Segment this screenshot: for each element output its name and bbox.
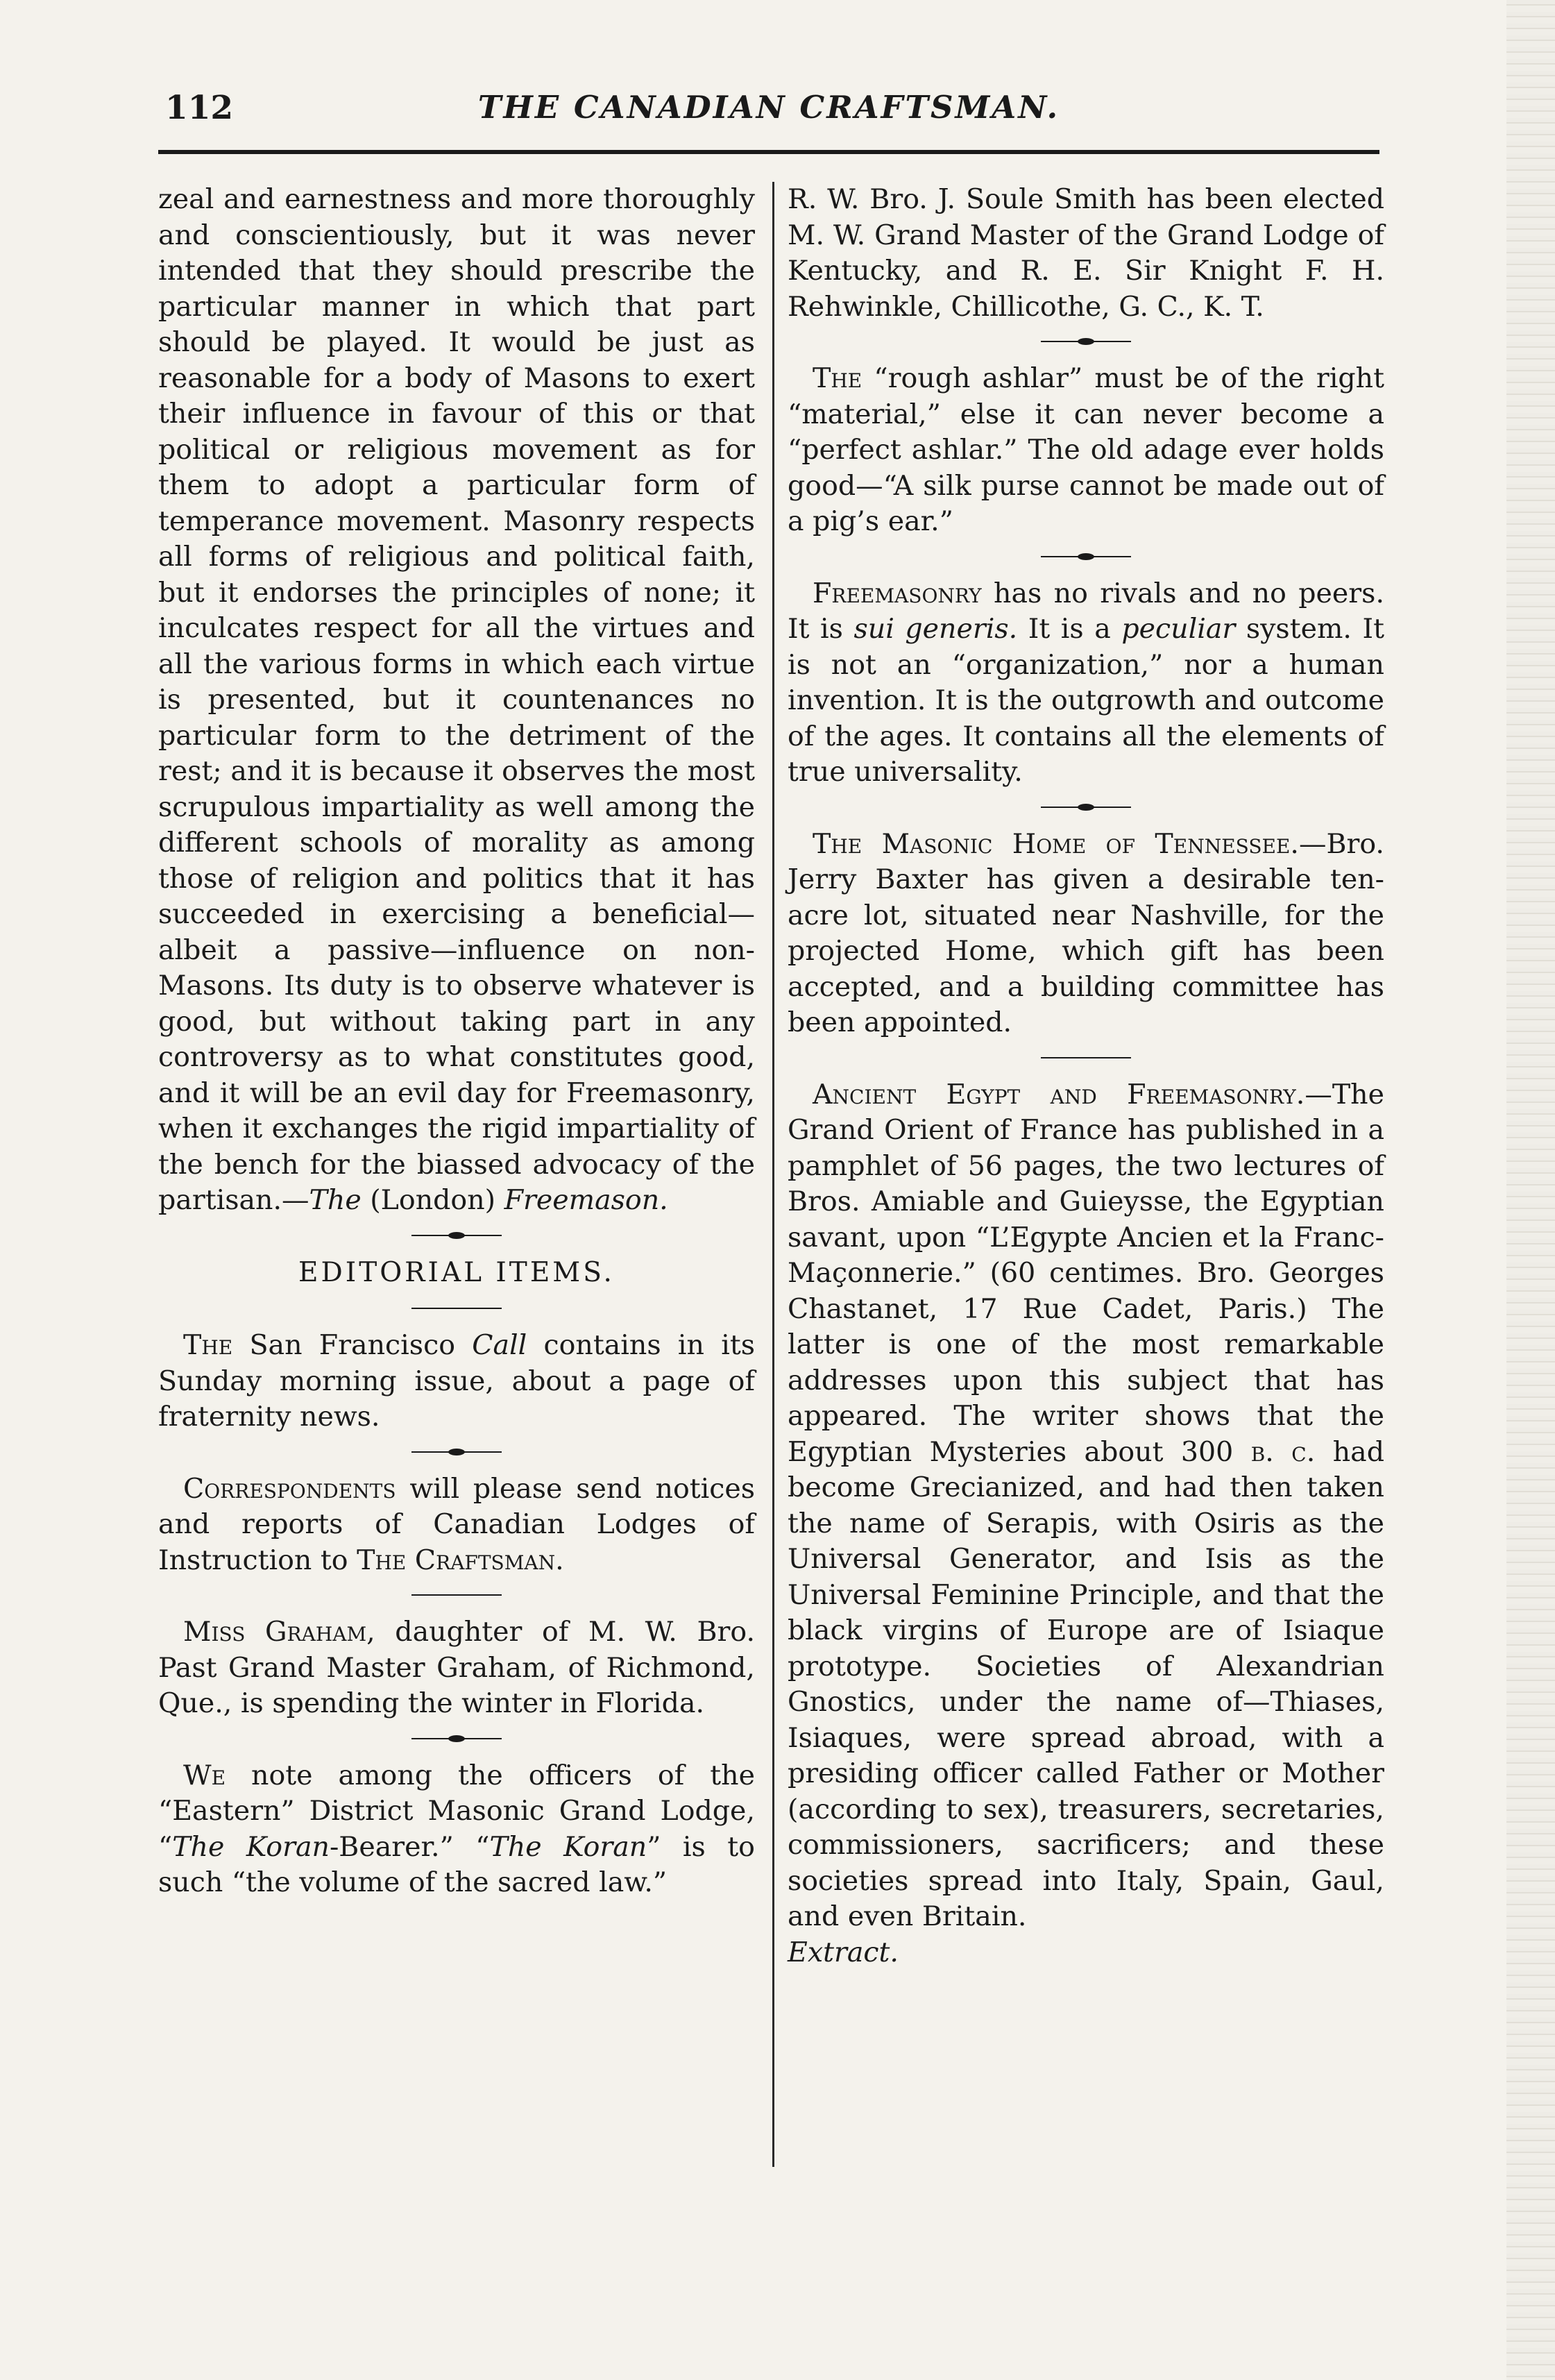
right-column (788, 182, 1384, 1970)
editorial-item-miss-graham (158, 1614, 755, 1722)
left-column (158, 182, 755, 1901)
item-text: has no rivals and no peers. It is (788, 577, 1384, 645)
item-text: “rough ashlar” must be of the right “material,” else it can never become a “perfect ashlar.” The old adage ever holds good—“A silk purse cannot be made out of a pig’s ear.” (788, 362, 1384, 537)
craftsman-title: The Craftsman. (357, 1544, 564, 1576)
item-separator (1041, 551, 1131, 562)
item-lead: Miss Graham, (183, 1616, 375, 1648)
sui-generis: sui generis. (853, 613, 1018, 645)
article-body: zeal and earnestness and more thoroughly and conscientiously, but it was never intended that they should prescribe the particular manner in which that part should be played. It would be just as reasonable for a body of Masons to exert their influence in favour of this or that political or religious movement as for them to adopt a particular form of temperance movement. Masonry respects all forms of religious and political faith, but it endorses the principles of none; it inculcates respect for all the virtues and all the various forms in which each virtue is presented, but it countenances no particular form to the detriment of the rest; and it is because it observes the most scrupulous impartiality as well among the different schools of morality as among those of religion and politics that it has succeeded in exercising a beneficial—albeit a passive—influence on non-Masons. Its duty is to observe whatever is good, but without taking part in any controversy as to what constitutes good, and it will be an evil day for Freemasonry, when it exchanges the rigid impartiality of the bench for the biassed advocacy of the partisan.— (158, 183, 755, 1216)
item-text: will please send notices and reports of Canadian Lodges of Instruction to (158, 1472, 755, 1576)
bc-abbrev: b. c. (1250, 1435, 1316, 1468)
koran-title: The Koran (172, 1830, 330, 1863)
section-separator (411, 1230, 502, 1241)
item-text: -Bearer.” “ (329, 1830, 490, 1863)
item-separator (1041, 802, 1131, 813)
section-heading: EDITORIAL ITEMS. (298, 1256, 615, 1288)
extract-label: Extract. (788, 1936, 899, 1968)
source-freemason: Freemason. (504, 1184, 668, 1216)
item-text: system. It is not an “organization,” nor a human invention. It is the outgrowth and outcome of the ages. It contains all the elements of true universality. (788, 613, 1384, 788)
item-text: contains in its Sunday morning issue, about a page of fraternity news. (158, 1329, 755, 1433)
editorial-item-koran-bearer (158, 1758, 755, 1901)
item-lead: Ancient Egypt and Freemasonry. (813, 1078, 1305, 1111)
item-text: had become Grecianized, and had then taken the name of Serapis, with Osiris as the Universal Generator, and Isis as the Universal Feminine Principle, and that the black virgins of Europe are of Isiaque prototype. Societies of Alexandrian Gnostics, under the name of—Thiases, Isiaques, were spread abroad, with a presiding officer called Father or Mother (according to sex), treasurers, secretaries, commissioners, sacrificers; and these societies spread into Italy, Spain, Gaul, and even Britain. (788, 1435, 1384, 1932)
item-ancient-egypt (788, 1077, 1384, 1971)
call-title: Call (472, 1329, 527, 1361)
article-continuation (158, 182, 755, 1219)
item-lead: The (813, 362, 863, 394)
editorial-item-sf-call (158, 1328, 755, 1435)
item-separator (411, 1733, 502, 1744)
editorial-item-correspondents (158, 1471, 755, 1579)
item-lead: The Masonic Home of Tennessee. (813, 827, 1299, 860)
scan-edge-texture (1506, 0, 1555, 2380)
page-header (158, 89, 1379, 144)
item-text: —Bro. Jerry Baxter has given a desirable ten-acre lot, situated near Nashville, for the projected Home, which gift has been accepted, and a building committee has been appointed. (788, 827, 1384, 1038)
item-rough-ashlar (788, 361, 1384, 540)
source-the: The (309, 1184, 362, 1216)
item-lead: Correspondents (183, 1472, 396, 1505)
heading-rule (411, 1303, 502, 1314)
running-head: THE CANADIAN CRAFTSMAN. (477, 89, 1060, 126)
item-text: It is a (1017, 613, 1122, 645)
item-separator (411, 1446, 502, 1458)
item-text: San Francisco (232, 1329, 473, 1361)
item-separator (411, 1589, 502, 1601)
peculiar: peculiar (1121, 613, 1236, 645)
item-text: ” is to such “the volume of the sacred law.” (158, 1830, 755, 1898)
item-masonic-home-tennessee (788, 827, 1384, 1041)
item-separator (1041, 1052, 1131, 1063)
item-text: —The Grand Orient of France has published in a pamphlet of 56 pages, the two lectures of Bros. Amiable and Guieysse, the Egyptian savant, upon “L’Egypte Ancien et la Franc-Maçonnerie.” (60 centimes. Bro. Georges Chastanet, 17 Rue Cadet, Paris.) The latter is one of the most remarkable addresses upon this subject that has appeared. The writer shows that the Egyptian Mysteries about 300 (788, 1078, 1384, 1468)
column-rule (772, 182, 774, 2167)
koran-title: The Koran (489, 1830, 647, 1863)
item-kentucky-grand-master: R. W. Bro. J. Soule Smith has been elected M. W. Grand Master of the Grand Lodge of Kentucky, and R. E. Sir Knight F. H. Rehwinkle, Chillicothe, G. C., K. T. (788, 183, 1384, 323)
item-separator (1041, 336, 1131, 347)
source-london: (London) (361, 1184, 504, 1216)
item-freemasonry-no-rivals (788, 576, 1384, 791)
item-lead: Freemasonry (813, 577, 982, 609)
header-rule (158, 150, 1379, 154)
page-number: 112 (165, 89, 234, 127)
item-text: note among the officers of the “Eastern” District Masonic Grand Lodge, “ (158, 1759, 755, 1863)
item-lead: The (183, 1329, 233, 1361)
item-text: daughter of M. W. Bro. Past Grand Master Graham, of Richmond, Que., is spending the winter in Florida. (158, 1616, 755, 1719)
item-lead: We (183, 1759, 226, 1791)
